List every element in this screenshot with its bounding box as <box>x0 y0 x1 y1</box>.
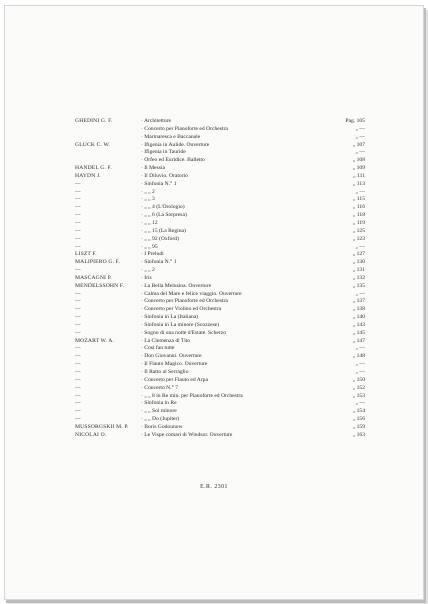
index-row <box>75 134 365 142</box>
page-number: „ 109 <box>352 165 365 172</box>
work-title: · „ „ 15 (La Regina) <box>141 227 186 234</box>
index-row <box>75 267 365 275</box>
page-number: „ 125 <box>352 227 365 234</box>
index-row <box>75 220 365 228</box>
page-number: „ 150 <box>352 376 365 383</box>
index-row <box>75 212 365 220</box>
page-number: „ 119 <box>352 219 365 226</box>
page-number: „ 123 <box>352 235 365 242</box>
composer-name: — <box>75 188 81 195</box>
composer-name: — <box>75 384 81 391</box>
page-number: „ 127 <box>352 251 365 258</box>
page-number: „ 115 <box>352 196 365 203</box>
page-number: „ 132 <box>352 274 365 281</box>
work-title: · Sogno di una notte d'Estate. Scherzo <box>141 329 227 336</box>
index-row <box>75 400 365 408</box>
work-title: · Boris Godounow <box>141 423 183 430</box>
work-title: · Ifigenia in Aulide. Ouverture <box>141 141 210 148</box>
page-number: „ 135 <box>352 282 365 289</box>
work-title: · Ifigenia in Tauride <box>141 149 186 156</box>
page-number: „ 108 <box>352 157 365 164</box>
composer-name: — <box>75 219 81 226</box>
composer-name: — <box>75 267 81 274</box>
index-row <box>75 149 365 157</box>
composer-name: MOZART W. A. <box>75 337 114 344</box>
page-number: „ 163 <box>352 431 365 438</box>
index-row <box>75 338 365 346</box>
work-title: · Così fan tutte <box>141 345 175 352</box>
index-row <box>75 204 365 212</box>
index-row <box>75 173 365 181</box>
index-row <box>75 330 365 338</box>
composer-name: LISZT F. <box>75 251 97 258</box>
composer-name: — <box>75 298 81 305</box>
index-row <box>75 181 365 189</box>
composer-name: — <box>75 243 81 250</box>
document-page <box>4 5 424 600</box>
composer-name: — <box>75 408 81 415</box>
index-row <box>75 157 365 165</box>
index-table <box>75 118 365 440</box>
composer-name: — <box>75 306 81 313</box>
work-title: · „ „ 92 (Oxford) <box>141 235 179 242</box>
work-title: · „ „ 2 <box>141 188 155 195</box>
page-number: „ 140 <box>352 314 365 321</box>
work-title: · Sinfonia N.° 1 <box>141 259 177 266</box>
index-row <box>75 361 365 369</box>
page-number: „ 113 <box>352 180 365 187</box>
work-title: · „ „ 2 <box>141 267 155 274</box>
work-title: · Calma del Mare e felice viaggio. Ouverture <box>141 290 242 297</box>
composer-name: — <box>75 321 81 328</box>
index-row <box>75 259 365 267</box>
index-row <box>75 393 365 401</box>
work-title: · Il Flauto Magico. Ouverture <box>141 361 208 368</box>
work-title: · „ „ 6 (La Sorpresa) <box>141 212 187 219</box>
composer-name: — <box>75 353 81 360</box>
index-row <box>75 244 365 252</box>
work-title: · La Clemenza di Tito <box>141 337 191 344</box>
page-number: „ — <box>355 133 365 140</box>
work-title: · „ „ 8 in Re min. per Pianoforte ed Orchestra <box>141 392 243 399</box>
composer-name: — <box>75 314 81 321</box>
work-title: · Concerto per Pianoforte ed Orchestra <box>141 298 228 305</box>
composer-name: — <box>75 400 81 407</box>
work-title: · Sinfonia in La (Italiana) <box>141 314 199 321</box>
work-title: · Don Giovanni. Ouverture <box>141 353 202 360</box>
composer-name: NICOLAI O. <box>75 431 107 438</box>
work-title: · Il Messia <box>141 165 165 172</box>
work-title: · Marinaresca e Baccanale <box>141 133 201 140</box>
composer-name: — <box>75 369 81 375</box>
composer-name: — <box>75 196 81 203</box>
page-number: „ 154 <box>352 408 365 415</box>
composer-name: — <box>75 235 81 242</box>
page-number: „ 145 <box>352 329 365 336</box>
composer-name: — <box>75 392 81 399</box>
page-number: „ 137 <box>352 298 365 305</box>
composer-name: — <box>75 416 81 423</box>
work-title: · La Bella Melusina. Ouverture <box>141 282 212 289</box>
page-number: „ — <box>355 125 365 132</box>
composer-name: MALIPIERO G. F. <box>75 259 121 266</box>
publisher-number: E.R. 2301 <box>200 484 228 490</box>
index-row <box>75 251 365 259</box>
page-number: „ — <box>355 188 365 195</box>
index-row <box>75 228 365 236</box>
page-number: „ 143 <box>352 321 365 328</box>
composer-name: — <box>75 329 81 336</box>
index-row <box>75 189 365 197</box>
page-number: „ — <box>355 243 365 250</box>
composer-name: — <box>75 212 81 219</box>
work-title: · Concerto N.° 7 <box>141 384 179 391</box>
page-number: „ 131 <box>352 267 365 274</box>
composer-name: — <box>75 290 81 297</box>
page-number: „ 118 <box>352 212 365 219</box>
index-row <box>75 126 365 134</box>
composer-name: GHEDINI G. F. <box>75 118 113 124</box>
work-title: · Concerto per Violino ed Orchestra <box>141 306 222 313</box>
page-number: Pag. 105 <box>345 118 365 124</box>
work-title: · „ „ 4 (L'Orologio) <box>141 204 185 211</box>
work-title: · Iris <box>141 274 152 281</box>
work-title: · „ „ 12 <box>141 219 158 226</box>
page-number: „ — <box>355 361 365 368</box>
index-row <box>75 408 365 416</box>
index-row <box>75 416 365 424</box>
page-number: „ 111 <box>353 172 365 179</box>
composer-name: — <box>75 345 81 352</box>
work-title: · Concerto per Flauto ed Arpa <box>141 376 208 383</box>
page-number: „ — <box>355 400 365 407</box>
index-row <box>75 369 365 377</box>
page-number: „ 156 <box>352 416 365 423</box>
work-title: · Sinfonia in La minore (Scozzese) <box>141 321 220 328</box>
work-title: · Architetture <box>141 118 171 124</box>
page-number: „ 152 <box>352 384 365 391</box>
page-number: „ 130 <box>352 259 365 266</box>
work-title: · Concerto per Pianoforte ed Orchestra <box>141 125 228 132</box>
work-title: · Orfeo ed Euridice. Balletto <box>141 157 205 164</box>
work-title: · Sinfonia in Re <box>141 400 177 407</box>
index-row <box>75 314 365 322</box>
page-number: „ 107 <box>352 141 365 148</box>
work-title: · „ „ Do (Jupiter) <box>141 416 180 423</box>
work-title: · „ „ Sol minore <box>141 408 177 415</box>
composer-name: — <box>75 361 81 368</box>
composer-name: MASCAGNI P. <box>75 274 112 281</box>
composer-name: — <box>75 227 81 234</box>
composer-name: GLUCK C. W. <box>75 141 110 148</box>
work-title: · Il Ratto al Serraglio <box>141 369 189 375</box>
index-row <box>75 275 365 283</box>
composer-name: — <box>75 376 81 383</box>
composer-name: MENDELSSOHN F. <box>75 282 125 289</box>
index-row <box>75 291 365 299</box>
index-row <box>75 196 365 204</box>
index-row <box>75 322 365 330</box>
index-row <box>75 353 365 361</box>
index-row <box>75 345 365 353</box>
page-number: „ — <box>355 149 365 156</box>
page-number: „ — <box>355 345 365 352</box>
page-number: „ 138 <box>352 306 365 313</box>
page-number: „ 159 <box>352 423 365 430</box>
composer-name: HAYDN J. <box>75 172 101 179</box>
page-number: „ 153 <box>352 392 365 399</box>
page-number: „ — <box>355 290 365 297</box>
composer-name: — <box>75 180 81 187</box>
index-row <box>75 424 365 432</box>
work-title: · Il Diluvio. Oratorio <box>141 172 188 179</box>
composer-name: MUSSORGSKII M. P. <box>75 423 129 430</box>
index-row <box>75 142 365 150</box>
work-title: · Le Vispe comari di Windsor. Ouverture <box>141 431 233 438</box>
page-number: „ — <box>355 369 365 375</box>
index-row <box>75 118 365 126</box>
work-title: · „ „ 95 <box>141 243 158 250</box>
composer-name: HÄNDEL G. F. <box>75 165 112 172</box>
index-row <box>75 306 365 314</box>
index-row <box>75 298 365 306</box>
index-row <box>75 165 365 173</box>
composer-name: — <box>75 204 81 211</box>
index-row <box>75 377 365 385</box>
page-number: „ 116 <box>352 204 365 211</box>
page-number: „ 147 <box>352 337 365 344</box>
work-title: · I Preludi <box>141 251 164 258</box>
work-title: · Sinfonia N.° 1 <box>141 180 177 187</box>
work-title: · „ „ 3 <box>141 196 155 203</box>
index-row <box>75 283 365 291</box>
index-row <box>75 236 365 244</box>
index-row <box>75 385 365 393</box>
index-row <box>75 432 365 440</box>
page-number: „ 148 <box>352 353 365 360</box>
